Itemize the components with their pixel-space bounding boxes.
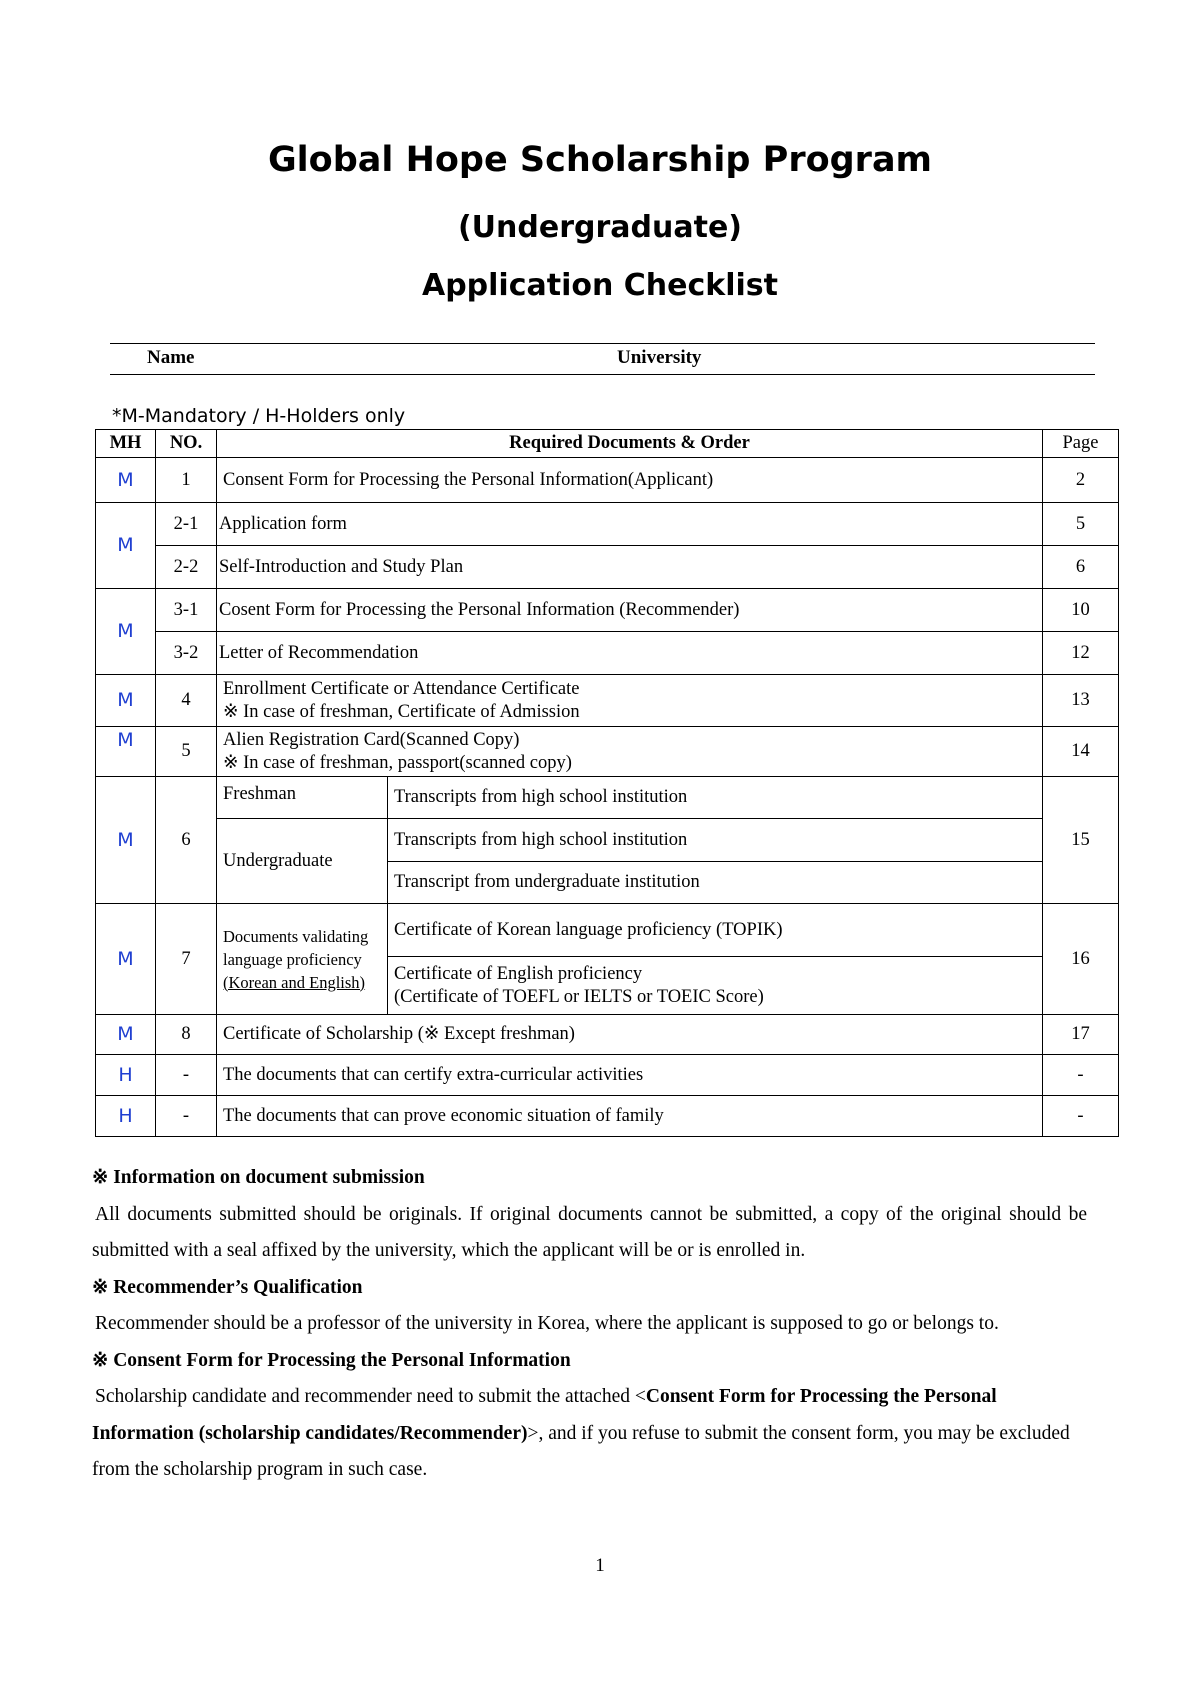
- no-cell: 6: [156, 777, 217, 904]
- mh-cell: H: [96, 1055, 156, 1096]
- doc-cell: [217, 675, 1043, 727]
- document-subtitle: (Undergraduate): [457, 210, 743, 245]
- doc-cell: Transcripts from high school institution: [388, 819, 1043, 862]
- doc-line: Alien Registration Card(Scanned Copy): [223, 729, 520, 750]
- mh-cell: M: [96, 777, 156, 904]
- doc-cell: Self-Introduction and Study Plan: [217, 546, 1043, 589]
- note-body-consent-end: >, and if you refuse to submit the consent form, you may be excluded from the scholarship program in such case.: [92, 1422, 1070, 1480]
- table-row: [96, 632, 1119, 675]
- university-label: University: [617, 347, 702, 368]
- table-row: [96, 819, 1119, 862]
- page-number: 1: [595, 1555, 605, 1576]
- category-cell-undergraduate: Undergraduate: [217, 819, 388, 904]
- header-page: Page: [1043, 430, 1119, 458]
- page-cell: -: [1043, 1055, 1119, 1096]
- page-cell: 15: [1043, 777, 1119, 904]
- no-cell: 4: [156, 675, 217, 727]
- page-cell: 10: [1043, 589, 1119, 632]
- note-body-recommender: Recommender should be a professor of the university in Korea, where the applicant is supposed to go or belongs to.: [95, 1313, 999, 1334]
- table-row: [96, 589, 1119, 632]
- mh-cell: M: [96, 904, 156, 1015]
- doc-cell: Cosent Form for Processing the Personal Information (Recommender): [217, 589, 1043, 632]
- page-cell: 17: [1043, 1015, 1119, 1055]
- doc-cell: Consent Form for Processing the Personal Information(Applicant): [217, 458, 1043, 503]
- doc-cell: The documents that can certify extra-curricular activities: [217, 1055, 1043, 1096]
- category-cell-language: [217, 904, 388, 1015]
- mh-cell: M: [96, 503, 156, 589]
- page-cell: 12: [1043, 632, 1119, 675]
- table-row: [96, 904, 1119, 957]
- table-row: [96, 1096, 1119, 1137]
- legend: *M-Mandatory / H-Holders only: [112, 405, 406, 427]
- note-body-consent-bold: Consent Form for Processing the Personal Information (scholarship candidates/Recommender): [92, 1386, 997, 1444]
- name-university-row: [110, 343, 1095, 375]
- no-cell: -: [156, 1096, 217, 1137]
- header-mh: MH: [96, 430, 156, 458]
- doc-cell: Transcripts from high school institution: [388, 777, 1043, 819]
- mh-cell: M: [96, 727, 156, 777]
- no-cell: -: [156, 1055, 217, 1096]
- doc-note: ※ In case of freshman, Certificate of Admission: [223, 701, 580, 722]
- table-header-row: [96, 430, 1119, 458]
- table-row: [96, 675, 1119, 727]
- doc-cell: Transcript from undergraduate institution: [388, 862, 1043, 904]
- doc-cell: [217, 727, 1043, 777]
- note-heading-submission: ※ Information on document submission: [92, 1167, 425, 1188]
- mh-cell: H: [96, 1096, 156, 1137]
- mh-cell: M: [96, 458, 156, 503]
- mh-cell: M: [96, 589, 156, 675]
- doc-cell: Application form: [217, 503, 1043, 546]
- note-body-consent: [92, 1379, 1087, 1489]
- note-heading-consent: ※ Consent Form for Processing the Personal Information: [92, 1349, 571, 1371]
- doc-note: (Certificate of TOEFL or IELTS or TOEIC Score): [394, 986, 764, 1007]
- table-row: [96, 1055, 1119, 1096]
- page-cell: -: [1043, 1096, 1119, 1137]
- document-subtitle-checklist: Application Checklist: [421, 268, 778, 303]
- table-row: [96, 727, 1119, 777]
- table-row: [96, 777, 1119, 819]
- no-cell: 3-1: [156, 589, 217, 632]
- doc-cell: The documents that can prove economic situation of family: [217, 1096, 1043, 1137]
- name-label: Name: [147, 347, 195, 368]
- no-cell: 1: [156, 458, 217, 503]
- note-body-consent-start: Scholarship candidate and recommender need to submit the attached <: [95, 1386, 646, 1407]
- table-row: [96, 503, 1119, 546]
- page-cell: 6: [1043, 546, 1119, 589]
- page-cell: 2: [1043, 458, 1119, 503]
- table-row: [96, 1015, 1119, 1055]
- no-cell: 8: [156, 1015, 217, 1055]
- doc-cell: Letter of Recommendation: [217, 632, 1043, 675]
- mh-cell: M: [96, 675, 156, 727]
- category-cell-freshman: Freshman: [217, 777, 388, 819]
- no-cell: 5: [156, 727, 217, 777]
- doc-cell: Certificate of Scholarship (※ Except freshman): [217, 1015, 1043, 1055]
- page-cell: 16: [1043, 904, 1119, 1015]
- doc-cell: [388, 957, 1043, 1015]
- note-body-submission: All documents submitted should be originals. If original documents cannot be submitted, a copy of the original should be submitted with a seal affixed by the university, which the applicant will be or is enrolled in.: [92, 1203, 1087, 1261]
- doc-line: Enrollment Certificate or Attendance Certificate: [223, 678, 580, 699]
- doc-cell: Certificate of Korean language proficiency (TOPIK): [388, 904, 1043, 957]
- checklist-table: [95, 429, 1119, 1137]
- page-cell: 5: [1043, 503, 1119, 546]
- mh-cell: M: [96, 1015, 156, 1055]
- no-cell: 2-1: [156, 503, 217, 546]
- note-heading-recommender: ※ Recommender’s Qualification: [92, 1276, 363, 1298]
- table-row: [96, 546, 1119, 589]
- no-cell: 3-2: [156, 632, 217, 675]
- header-no: NO.: [156, 430, 217, 458]
- header-required-documents: Required Documents & Order: [217, 430, 1043, 458]
- page-cell: 14: [1043, 727, 1119, 777]
- no-cell: 7: [156, 904, 217, 1015]
- notes-section: [92, 1160, 1087, 1489]
- document-title: Global Hope Scholarship Program: [267, 140, 933, 180]
- category-label-note: (Korean and English): [223, 972, 366, 992]
- table-row: [96, 458, 1119, 503]
- doc-note: ※ In case of freshman, passport(scanned copy): [223, 752, 572, 773]
- doc-line: Certificate of English proficiency: [394, 963, 643, 984]
- no-cell: 2-2: [156, 546, 217, 589]
- page-cell: 13: [1043, 675, 1119, 727]
- category-label: Documents validating language proficiency: [223, 926, 369, 969]
